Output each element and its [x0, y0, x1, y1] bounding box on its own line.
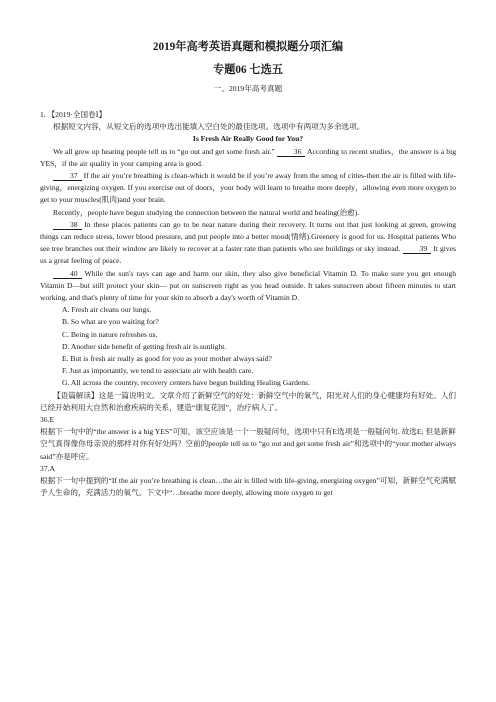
answer-36: 36.E — [40, 415, 55, 425]
para1-text-pre: We all grew up hearing people tell us to “go out and get some fresh air.” — [53, 146, 277, 156]
passage-paragraph-3: Recently，people have begun studying the connection between the natural world and healing(治愈). — [53, 207, 360, 217]
passage-paragraph-1 — [40, 146, 456, 170]
para2-text: If the air you’re breathing is clean-which it would be if you’re away from the smog of cities-then the air is filled with life-giving，energizing oxygen. If you exercise out of doors，your body will learn to breathe more deeply，allowing even more oxygen to get to your muscles(肌肉)and your brain. — [40, 171, 456, 205]
option-e: E. But is fresh air really as good for you as your mother always said? — [62, 354, 272, 364]
blank-37: 37 — [53, 171, 82, 181]
para4-text-post: It gives us a great feeling of peace. — [40, 244, 456, 266]
para4-text-pre: In these places patients can go to be near nature during their recovery. It turns out that just looking at green, growing things can reduce stress, lower blood pressure, and put people into a better mood(情绪).Greenery is good for us. Hospital patients Who see tree branches out their window are likely to recover at a faster rate than patients who see buildings or sky instead. — [40, 219, 456, 254]
blank-40: 40 — [53, 269, 82, 279]
document-title: 2019年高考英语真题和模拟题分项汇编 — [152, 41, 344, 53]
para1-text-post: According to recent studies，the answer is a big YES，if the air quality in your camping area is good. — [40, 146, 457, 168]
para5-text: While the sun's rays can age and harm our skin, they also give beneficial Vitamin D. To make sure you get enough Vitamin D—but still protect your skin— put on sunscreen right as you head outside. It takes sunscreen about fifteen minutes to start working, and that's plenty of time for your skin to absorb a day's worth of Vitamin D. — [40, 268, 456, 303]
passage-title: Is Fresh Air Really Good for You? — [192, 134, 304, 144]
option-c: C. Being in nature refreshes us. — [62, 329, 158, 339]
option-d: D. Another side benefit of getting fresh air is sunlight. — [62, 341, 227, 351]
passage-paragraph-5 — [40, 268, 456, 305]
passage-paragraph-4 — [40, 219, 456, 268]
passage-paragraph-2 — [40, 170, 456, 207]
option-f: F. Just as importantly, we tend to associate air with health care. — [62, 366, 254, 376]
option-g: G. All across the country, recovery centers have begun building Healing Gardens. — [62, 378, 310, 388]
blank-38: 38 — [53, 220, 82, 230]
explanation-36: 根据下一句中的“the answer is a big YES”可知，该空应该是一个一般疑问句，选项中只有E选项是一般疑问句. 故选E; 但是新鲜空气真得像你母亲说的那样对你有好处吗？空前的people tell us to “go out and get some fresh air”和选项中的“your mother always said”亦是呼应。 — [40, 427, 456, 461]
answer-37: 37.A — [40, 463, 55, 473]
option-a: A. Fresh air cleans our lungs. — [62, 305, 152, 315]
explanation-37: 根据下一句中提到的“If the air you’re breathing is clean…the air is filled with life-giving, energizing oxygen”可知，新鲜空气充满赋予人生命的，充满活力的氧气。下文中“…breathe more deeply, allowing more oxygen to get — [40, 476, 456, 498]
section-heading: 一、2019年高考真题 — [213, 84, 283, 93]
document-subtitle: 专题06 七选五 — [213, 64, 283, 76]
blank-39: 39 — [403, 244, 432, 254]
instruction-text: 根据短文内容，从短文后的选项中选出能填入空白处的最佳选项。选项中有两项为多余选项。 — [53, 122, 365, 132]
option-b: B. So what are you waiting for? — [62, 317, 159, 327]
analysis-intro: 【语篇解读】这是一篇说明文。文章介绍了新鲜空气的好处：新鲜空气中的氧气，阳光对人们的身心健康均有好处。人们已经开始利用大自然和治愈疾病的关系，建造“康复花园”，治疗病人了。 — [40, 390, 456, 412]
question-header: 1. 【2019·全国卷Ⅰ】 — [40, 110, 107, 119]
options-list — [40, 304, 456, 389]
blank-36: 36 — [277, 147, 306, 157]
